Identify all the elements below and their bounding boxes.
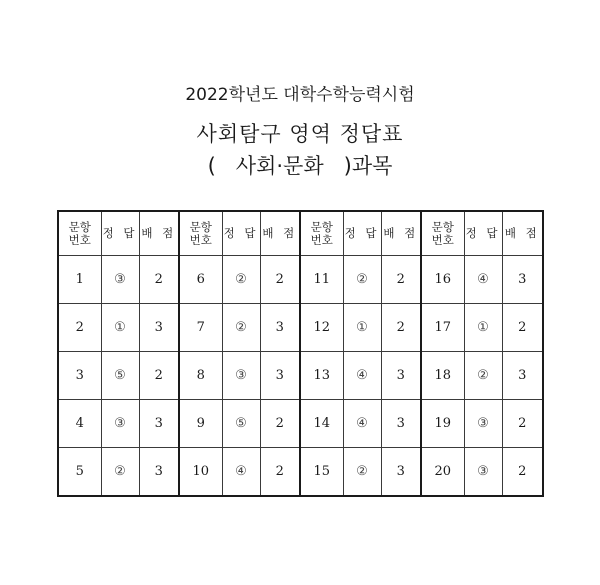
points-cell: 2	[139, 352, 179, 400]
answer-cell: ③	[464, 448, 502, 497]
points-cell: 2	[502, 400, 543, 448]
question-number-cell: 19	[421, 400, 464, 448]
table-row	[58, 400, 543, 448]
header-answer: 정 답	[464, 211, 502, 256]
points-cell: 2	[260, 448, 300, 497]
points-cell: 3	[139, 448, 179, 497]
question-number-cell: 15	[300, 448, 343, 497]
table-row	[58, 448, 543, 497]
points-cell: 3	[381, 400, 421, 448]
question-number-cell: 5	[58, 448, 101, 497]
points-cell: 2	[502, 304, 543, 352]
header-points: 배 점	[381, 211, 421, 256]
answer-cell: ③	[101, 400, 139, 448]
header-question-number-line: 문항	[189, 219, 212, 234]
table-row	[58, 304, 543, 352]
answer-cell: ④	[343, 352, 381, 400]
header-question-number-line: 문항	[68, 219, 91, 234]
question-number-cell: 3	[58, 352, 101, 400]
header-points: 배 점	[139, 211, 179, 256]
points-cell: 2	[381, 256, 421, 304]
answer-cell: ①	[464, 304, 502, 352]
answer-cell: ⑤	[101, 352, 139, 400]
answer-cell: ②	[222, 256, 260, 304]
question-number-cell: 9	[179, 400, 222, 448]
answer-cell: ③	[464, 400, 502, 448]
points-cell: 3	[381, 448, 421, 497]
points-cell: 2	[260, 400, 300, 448]
points-cell: 3	[260, 352, 300, 400]
points-cell: 2	[139, 256, 179, 304]
answer-key-table	[57, 210, 544, 497]
header-answer: 정 답	[101, 211, 139, 256]
table-header-row	[58, 211, 543, 256]
points-cell: 2	[260, 256, 300, 304]
header-question-number	[179, 211, 222, 256]
header-points: 배 점	[260, 211, 300, 256]
section-title: 사회탐구 영역 정답표	[196, 122, 404, 146]
header-points: 배 점	[502, 211, 543, 256]
points-cell: 3	[502, 352, 543, 400]
answer-cell: ②	[222, 304, 260, 352]
question-number-cell: 13	[300, 352, 343, 400]
header-question-number	[421, 211, 464, 256]
header-question-number	[58, 211, 101, 256]
points-cell: 3	[502, 256, 543, 304]
header-answer: 정 답	[343, 211, 381, 256]
points-cell: 3	[139, 400, 179, 448]
answer-cell: ①	[343, 304, 381, 352]
answer-cell: ②	[464, 352, 502, 400]
question-number-cell: 7	[179, 304, 222, 352]
question-number-cell: 10	[179, 448, 222, 497]
question-number-cell: 1	[58, 256, 101, 304]
answer-cell: ②	[101, 448, 139, 497]
header-question-number-line: 번호	[189, 232, 212, 247]
table-row	[58, 256, 543, 304]
question-number-cell: 8	[179, 352, 222, 400]
exam-year-title: 2022학년도 대학수학능력시험	[185, 85, 415, 105]
question-number-cell: 16	[421, 256, 464, 304]
header-question-number-line: 번호	[68, 232, 91, 247]
answer-cell: ②	[343, 256, 381, 304]
question-number-cell: 11	[300, 256, 343, 304]
points-cell: 3	[260, 304, 300, 352]
answer-cell: ④	[464, 256, 502, 304]
header-answer: 정 답	[222, 211, 260, 256]
header-question-number-line: 번호	[431, 232, 454, 247]
points-cell: 3	[139, 304, 179, 352]
question-number-cell: 2	[58, 304, 101, 352]
points-cell: 2	[381, 304, 421, 352]
answer-cell: ③	[222, 352, 260, 400]
answer-cell: ①	[101, 304, 139, 352]
table-row	[58, 352, 543, 400]
answer-cell: ②	[343, 448, 381, 497]
header-question-number-line: 문항	[310, 219, 333, 234]
header-question-number-line: 번호	[310, 232, 333, 247]
question-number-cell: 17	[421, 304, 464, 352]
answer-cell: ⑤	[222, 400, 260, 448]
points-cell: 2	[502, 448, 543, 497]
answer-cell: ④	[343, 400, 381, 448]
question-number-cell: 4	[58, 400, 101, 448]
header-question-number	[300, 211, 343, 256]
subject-line: ( 사회·문화 )과목	[207, 154, 393, 178]
question-number-cell: 20	[421, 448, 464, 497]
question-number-cell: 12	[300, 304, 343, 352]
header-question-number-line: 문항	[431, 219, 454, 234]
question-number-cell: 18	[421, 352, 464, 400]
points-cell: 3	[381, 352, 421, 400]
answer-cell: ③	[101, 256, 139, 304]
answer-cell: ④	[222, 448, 260, 497]
question-number-cell: 6	[179, 256, 222, 304]
question-number-cell: 14	[300, 400, 343, 448]
